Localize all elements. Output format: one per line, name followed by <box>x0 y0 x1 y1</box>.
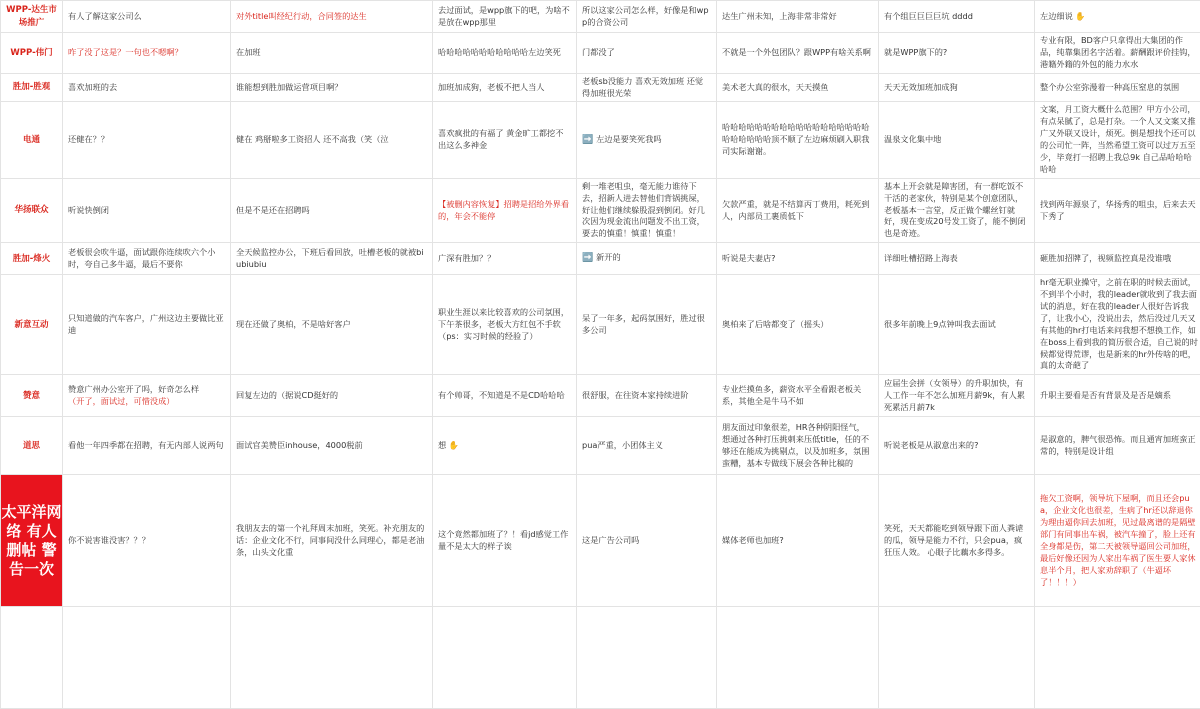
comment-cell[interactable] <box>879 417 1035 475</box>
comment-cell[interactable] <box>577 475 717 607</box>
comment-cell[interactable] <box>63 33 231 74</box>
comment-text: 还健在？？ <box>68 134 109 144</box>
comment-text: 天天无效加班加成狗 <box>884 82 958 92</box>
table-row <box>1 73 1200 102</box>
comment-text: pua严重，小团体主义 <box>582 440 663 450</box>
row-header-company[interactable]: 胜加-胜观 <box>1 73 63 102</box>
comment-cell[interactable] <box>577 375 717 417</box>
comment-text: 呆了一年多，起码氛围好，胜过很多公司 <box>582 313 705 335</box>
comment-cell[interactable] <box>577 275 717 375</box>
comment-text: 就是WPP旗下的? <box>884 47 947 57</box>
comment-cell[interactable] <box>879 33 1035 74</box>
comment-text: 谁能想到胜加做运营项目啊？ <box>236 82 342 92</box>
table-row <box>1 178 1200 242</box>
comment-text: 这是广告公司吗 <box>582 535 639 545</box>
comment-cell[interactable] <box>717 1 879 33</box>
comment-text: 欠款严重，就是不结算丙丁费用，耗死到人，内部员工裹质低下 <box>722 199 869 221</box>
comment-text: 笑死，天天都能吃到领导跟下面人粪谑的瓜，领导是能力不行，只会pua，疯狂压人效。 心眼子比藕水多得多。 <box>884 523 1023 557</box>
comment-cell[interactable] <box>63 243 231 275</box>
comment-cell[interactable] <box>577 73 717 102</box>
comment-text: 全天候监控办公，下班后看回放，吐槽老板的就被biubiubiu <box>236 247 424 269</box>
comment-text: 加班加成狗，老板不把人当人 <box>438 82 544 92</box>
comment-text: 美术老大真的很水，天天摸鱼 <box>722 82 828 92</box>
comment-cell[interactable] <box>63 178 231 242</box>
row-header-company[interactable]: WPP-伟门 <box>1 33 63 74</box>
comment-text: 媒体老师也加班? <box>722 535 784 545</box>
comment-cell[interactable] <box>433 375 577 417</box>
row-header-company[interactable]: WPP-达生市场推广 <box>1 1 63 33</box>
comment-cell[interactable] <box>231 243 433 275</box>
comment-text: 所以这家公司怎么样，好像是和wpp的合资公司 <box>582 5 709 27</box>
comment-text: 咋了没了这是？一句也不嗯啊？ <box>68 47 183 57</box>
empty-cell[interactable] <box>879 607 1035 709</box>
comment-text: 是淑意的，脾气很恐怖。而且通宵加班蛮正常的，特别是设计组 <box>1040 434 1196 456</box>
comment-text: 整个办公室弥漫着一种高压窒息的氛围 <box>1040 82 1179 92</box>
comment-text: 听说是夫妻店? <box>722 253 775 263</box>
comment-text: 只知道做的汽车客户，广州这边主要做比亚迪 <box>68 313 224 335</box>
empty-cell[interactable] <box>1035 607 1200 709</box>
table-row <box>1 33 1200 74</box>
table-row <box>1 375 1200 417</box>
comment-cell[interactable] <box>63 73 231 102</box>
comment-cell[interactable] <box>577 417 717 475</box>
empty-cell[interactable] <box>433 607 577 709</box>
comment-text: 有个帅哥，不知道是不是CD哈哈哈 <box>438 390 565 400</box>
comment-cell[interactable] <box>717 73 879 102</box>
comment-text: 你不说害谁没害？？？ <box>68 535 150 545</box>
empty-cell[interactable] <box>577 607 717 709</box>
comment-text: 应届生会拼（女领导）的升职加快，有人工作一年不怎么加班月薪9k，有人累死累活月薪7k <box>884 378 1025 412</box>
comment-cell[interactable] <box>717 375 879 417</box>
comment-text: 专业烂摸鱼多，薪资水平全看跟老板关系，其他全是牛马不如 <box>722 384 861 406</box>
empty-cell[interactable] <box>63 607 231 709</box>
comment-text: 朋友面过印象很差，HR各种阴阳怪气，想通过各种打压挑刺来压低title，任的不够还在能成为挑剔点，以及加班多，氛围蛮糟，基本专做线下展会各种比稿的 <box>722 422 869 468</box>
comment-text: 赞意广州办公室开了吗，好奇怎么样 <box>68 384 199 394</box>
comment-cell[interactable] <box>231 475 433 607</box>
comment-text: 奥柏来了后啥都变了（摇头） <box>722 319 828 329</box>
comment-text: 哈哈哈哈哈哈哈哈哈哈哈左边笑死 <box>438 47 561 57</box>
comment-cell[interactable] <box>433 33 577 74</box>
comment-text: 详细吐槽招路上海表 <box>884 253 958 263</box>
empty-cell[interactable] <box>231 607 433 709</box>
comment-cell[interactable] <box>879 375 1035 417</box>
comment-text: 老板sb没能力 喜欢无效加班 还觉得加班很光荣 <box>582 76 703 98</box>
comment-cell[interactable] <box>1035 178 1200 242</box>
comment-text: 对外title叫经纪行动，合同签的达生 <box>236 11 367 21</box>
comment-text: 左边细说 ✋ <box>1040 11 1086 21</box>
comment-cell[interactable] <box>577 1 717 33</box>
comment-cell[interactable] <box>717 178 879 242</box>
comment-text: 很多年前晚上9点钟叫我去面试 <box>884 319 996 329</box>
comment-cell[interactable] <box>231 178 433 242</box>
comment-cell[interactable] <box>1035 73 1200 102</box>
comment-cell[interactable] <box>577 102 717 178</box>
comment-text: 不就是一个外包团队？跟WPP有啥关系啊 <box>722 47 871 57</box>
comment-text: 新开的 <box>596 252 621 262</box>
comment-cell[interactable] <box>717 33 879 74</box>
comment-cell[interactable] <box>63 375 231 417</box>
comment-text: 拖欠工资啊，领导坑下屋啊，而且还会pua，企业文化也很差，生病了hr还以辞退你为理由逼你回去加班，见过最离谱的是隔壁部门有同事出车祸，被汽车撞了，脸上还有全身都是伤，第二天被领导逼回公司加班，最后好像还因为人家出车祸了医生要人家休息半个月，把人家劝辞职了（牛逼坏了！！！） <box>1040 493 1196 586</box>
comment-cell[interactable] <box>433 102 577 178</box>
comment-cell[interactable] <box>231 375 433 417</box>
comment-cell[interactable] <box>433 275 577 375</box>
table-row <box>1 1 1200 33</box>
comment-text: 但是不是还在招聘吗 <box>236 205 310 215</box>
comment-cell[interactable] <box>577 178 717 242</box>
row-header-company[interactable]: 道思 <box>1 417 63 475</box>
comment-text: 看他一年四季都在招聘，有无内部人说两句 <box>68 440 224 450</box>
comment-text: 有人了解这家公司么 <box>68 11 142 21</box>
comment-text: 在加班 <box>236 47 261 57</box>
comment-text: 广深有胜加？？ <box>438 253 495 263</box>
comment-text: 基本上开会就是障害团，有一群吃饭不干活的老家伙，特别是某个创意团队，老板基本一言堂，反正做个螺丝钉就好，现在变成20号发工资了，能不倒闭也是奇迹。 <box>884 181 1025 239</box>
comment-text: 回复左边的（据说CD挺好的 <box>236 390 338 400</box>
comment-cell[interactable] <box>63 102 231 178</box>
comment-text: 喜欢加班的去 <box>68 82 117 92</box>
row-header-company[interactable]: 华扬联众 <box>1 178 63 242</box>
comment-cell[interactable] <box>63 475 231 607</box>
link-arrow-icon: ➡️ <box>582 253 596 263</box>
comment-cell[interactable] <box>879 275 1035 375</box>
comment-cell[interactable] <box>879 73 1035 102</box>
table-row <box>1 102 1200 178</box>
comment-cell[interactable] <box>433 475 577 607</box>
empty-cell[interactable] <box>717 607 879 709</box>
comment-cell[interactable] <box>1035 275 1200 375</box>
comment-cell[interactable] <box>717 275 879 375</box>
empty-cell[interactable] <box>1 607 63 709</box>
comment-cell[interactable] <box>577 243 717 275</box>
empty-row <box>1 607 1200 709</box>
comment-cell[interactable] <box>879 475 1035 607</box>
comment-cell[interactable] <box>231 33 433 74</box>
comment-text: 想 ✋ <box>438 440 459 450</box>
comment-cell[interactable] <box>231 1 433 33</box>
comment-cell[interactable] <box>717 475 879 607</box>
table-row <box>1 243 1200 275</box>
comment-cell[interactable] <box>1035 33 1200 74</box>
comment-text: 左边是要笑死我吗 <box>596 134 662 144</box>
comment-cell[interactable] <box>433 73 577 102</box>
table-row <box>1 275 1200 375</box>
row-header-company[interactable]: 太平洋网络 有人删帖 警告一次 <box>1 475 63 607</box>
comment-text: 达生广州未知，上海非常非常好 <box>722 11 837 21</box>
comment-cell[interactable] <box>63 417 231 475</box>
comment-text: 找到两年源泉了，华扬秀的咀虫，后来去天下秀了 <box>1040 199 1196 221</box>
comment-text: 【被删内容恢复】招聘是招给外界看的，年会不能停 <box>438 199 569 221</box>
comment-cell[interactable] <box>879 178 1035 242</box>
comment-text: 听说快倒闭 <box>68 205 109 215</box>
comment-cell[interactable] <box>433 1 577 33</box>
row-header-company[interactable]: 赞意 <box>1 375 63 417</box>
comment-cell[interactable] <box>1035 475 1200 607</box>
comment-cell[interactable] <box>231 275 433 375</box>
table-row <box>1 475 1200 607</box>
comment-text: 文案，月工资大概什么范围？甲方小公司，有点呆腻了，总是打杂。一个人又文案又推广又外联又设计，烦死。倒是想找个还可以的公司忙一阵，当然希望工资可以过万五至少，毕竟打一招聘上我总9k 自己品哈哈哈哈哈 <box>1040 104 1196 173</box>
comment-cell[interactable] <box>1035 417 1200 475</box>
comment-cell[interactable] <box>433 417 577 475</box>
comment-text: 门都没了 <box>582 47 615 57</box>
comment-cell[interactable] <box>433 243 577 275</box>
comment-text: 哈哈哈哈哈哈哈哈哈哈哈哈哈哈哈哈哈哈哈哈哈哈哈哈顶不顺了左边麻烦刷入职我司实际谢谢。 <box>722 122 869 156</box>
comment-text: 专业有限，BD客户只拿得出大集团的作品，纯靠集团名字活着。薪酬跟评价挂钩，港籍外籍的外包的能力水水 <box>1040 35 1196 69</box>
comment-cell[interactable] <box>1035 102 1200 178</box>
link-arrow-icon: ➡️ <box>582 135 596 145</box>
row-header-company[interactable]: 电通 <box>1 102 63 178</box>
comment-cell[interactable] <box>879 243 1035 275</box>
comment-cell[interactable] <box>63 1 231 33</box>
comment-text: 听说老板是从淑意出来的? <box>884 440 978 450</box>
comment-text: 这个竟然都加班了？！看jd感觉工作量不是太大的样子诶 <box>438 529 568 551</box>
comment-text: 剩一堆老咀虫，毫无能力谁待下去，招新人进去替他们背锅挑屎，好让他们继续躲股混到倒闭。好几次因为现金流出问题发不出工资，要去的慎重！慎重！慎重！ <box>582 181 705 239</box>
comment-text: 我朋友去的第一个礼拜周末加班，笑死。补充朋友的话：企业文化不行，同事间没什么同理心，都是老油条，山头文化重 <box>236 523 424 557</box>
comment-text: 喜欢疯批的有福了 黄金旷工都挖不出这么多神金 <box>438 128 563 150</box>
top-scroll-remnant: — · · · <box>300 0 420 3</box>
comment-text: 升职主要看是否有背景及是否是嫡系 <box>1040 390 1171 400</box>
comment-cell[interactable] <box>1035 1 1200 33</box>
comment-text: 老板很会吹牛逼，面试跟你连续吹六个小时，夸自己多牛逼，最后不要你 <box>68 247 215 269</box>
comment-note: （开了，面试过，可惜没成） <box>68 396 225 408</box>
comment-text: 有个组巨巨巨巨坑 dddd <box>884 11 973 21</box>
comment-cell[interactable] <box>231 417 433 475</box>
comment-cell[interactable] <box>879 1 1035 33</box>
comment-text: 温泉文化集中地 <box>884 134 941 144</box>
comment-text: 健在 鸡掰啦多工资招人 还不高我（笑（泣 <box>236 134 389 144</box>
comment-cell[interactable] <box>433 178 577 242</box>
comment-cell[interactable] <box>1035 243 1200 275</box>
comment-cell[interactable] <box>717 102 879 178</box>
row-header-company[interactable]: 新意互动 <box>1 275 63 375</box>
comment-text: 砸胜加招牌了，视频监控真是没谁哦 <box>1040 253 1171 263</box>
comment-text: 去过面试，是wpp旗下的吧，为啥不是放在wpp那里 <box>438 5 570 27</box>
comment-cell[interactable] <box>63 275 231 375</box>
comment-cell[interactable] <box>231 102 433 178</box>
comment-text: 职业生涯以来比较喜欢的公司氛围，下午茶很多，老板大方红包不手软（ps：实习时候的经验了） <box>438 307 569 341</box>
table-row <box>1 417 1200 475</box>
comment-cell[interactable] <box>577 33 717 74</box>
comment-cell[interactable] <box>717 243 879 275</box>
comment-text: hr毫无职业操守，之前在职的时候去面试，不到半个小时，我的leader就收到了我去面试的消息，好在我的leader人很好告诉我了，让我小心，没说出去，然后没过几天又有其他的hr打电话来问我想不想换工作，如在boss上看到我的简历很合适，自己说的时候都觉得荒谬，也是新来的hr外传啥的吧，真的太奇葩了 <box>1040 277 1198 370</box>
comment-cell[interactable] <box>231 73 433 102</box>
comment-cell[interactable] <box>1035 375 1200 417</box>
row-header-company[interactable]: 胜加-烽火 <box>1 243 63 275</box>
comment-text: 面试官美赞臣inhouse，4000税前 <box>236 440 363 450</box>
comment-text: 现在还做了奥柏，不是啥好客户 <box>236 319 351 329</box>
comment-cell[interactable] <box>879 102 1035 178</box>
comment-text: 很舒服，在往资本家持续进阶 <box>582 390 688 400</box>
comment-cell[interactable] <box>717 417 879 475</box>
